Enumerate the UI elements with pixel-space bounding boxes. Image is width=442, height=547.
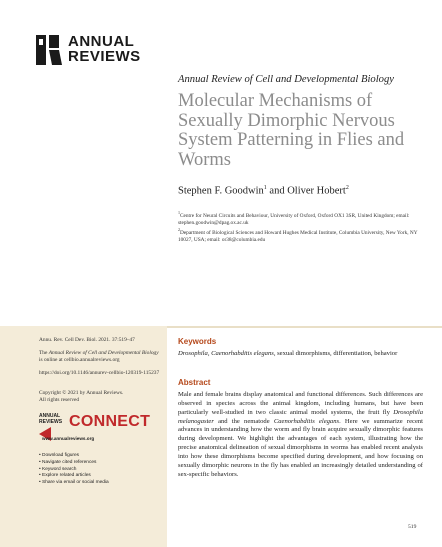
keyword-drosophila: Drosophila <box>178 350 208 357</box>
online-suffix: is online at cellbio.annualreviews.org <box>39 357 120 364</box>
connect-feature-list <box>39 453 109 487</box>
article-title: Molecular Mechanisms of Sexually Dimorphic Nervous System Patterning in Flies and Worms <box>178 91 405 170</box>
online-statement <box>39 350 161 364</box>
logo-line-annual: ANNUAL <box>68 33 135 50</box>
citation: Annu. Rev. Cell Dev. Biol. 2021. 37:519–47 <box>39 337 135 343</box>
author-goodwin: Stephen F. Goodwin <box>178 185 264 197</box>
abstract-part-3: . Here we summarize recent advances in understanding how the worm and fly brain acquire sexually dimorphic features during development. We highlight the advantages of each system, illustrating how the precise anatomical delineation of sexual dimorphisms in worms has enabled recent analysis into how these dimorphisms become specified during development, and how focusing on sexually dimorphic neurons in the fly has enabled an increasingly detailed understanding of sex-specific behaviors. <box>178 417 423 478</box>
keyword-rest: , sexual dimorphisms, differentiation, behavior <box>273 350 398 357</box>
online-prefix: The <box>39 350 49 356</box>
annual-reviews-connect-badge[interactable] <box>39 412 161 444</box>
copyright-notice <box>39 390 161 404</box>
affiliation-mark: 2 <box>345 185 349 191</box>
abstract-part-2: and the nematode <box>213 417 274 425</box>
author-hobert: Oliver Hobert <box>287 185 346 197</box>
doi-link[interactable]: https://doi.org/10.1146/annurev-cellbio-120319-115237 <box>39 370 160 376</box>
list-item: • Keyword search <box>39 467 109 474</box>
online-journal: Annual Review of Cell and Developmental Biology <box>48 350 159 356</box>
affiliation-mark: 2 <box>178 227 180 232</box>
affiliation-1 <box>178 209 428 227</box>
logo-wordmark <box>68 34 141 64</box>
author-list <box>178 185 349 197</box>
list-item: • Download figures <box>39 453 109 460</box>
list-item: • Explore related articles <box>39 473 109 480</box>
affiliation-2 <box>178 226 428 244</box>
abstract-body <box>178 391 423 479</box>
keyword-celegans: Caenorhabditis elegans <box>211 350 274 357</box>
keywords-list <box>178 350 423 358</box>
connect-reviews: REVIEWS <box>39 418 63 425</box>
logo-line-reviews: REVIEWS <box>68 48 141 65</box>
page-number: 519 <box>408 524 417 530</box>
annual-reviews-logo-icon <box>36 35 62 65</box>
affiliation-text: Department of Biological Sciences and Howard Hughes Medical Institute, Columbia University, New York, NY 10027, USA; email: or38@columbia.edu <box>178 229 418 243</box>
author-joiner: and <box>266 185 288 197</box>
connect-publisher <box>39 414 62 425</box>
list-item: • Navigate cited references <box>39 460 109 467</box>
list-item: • Share via email or social media <box>39 480 109 487</box>
connect-wordmark: CONNECT <box>69 413 151 430</box>
abstract-species-1: Drosophila melanogaster <box>178 408 423 425</box>
rights-line: All rights reserved <box>39 397 80 404</box>
affiliation-text: Centre for Neural Circuits and Behaviour, University of Oxford, Oxford OX1 3SR, United Kingdom; email: stephen.goodwin@dpag.ox.ac.uk <box>178 212 410 226</box>
abstract-heading: Abstract <box>178 378 211 387</box>
affiliation-mark: 1 <box>178 210 180 215</box>
affiliation-mark: 1 <box>263 185 267 191</box>
abstract-species-2: Caenorhabditis elegans <box>273 417 340 425</box>
journal-name: Annual Review of Cell and Developmental Biology <box>178 74 394 85</box>
connect-annual: ANNUAL <box>39 413 61 419</box>
connect-url[interactable]: www.annualreviews.org <box>42 436 95 441</box>
keyword-separator: , <box>207 350 212 357</box>
section-divider-band <box>167 326 442 328</box>
abstract-part-1: Male and female brains display anatomical and functional differences. Such differences are observed in species across the animal kingdom, including humans, but have been particularly well-studied in two classic animal model systems, the fruit fly <box>178 391 423 416</box>
annual-reviews-logo <box>36 34 156 68</box>
keywords-heading: Keywords <box>178 337 217 346</box>
copyright-line: Copyright © 2021 by Annual Reviews. <box>39 390 124 396</box>
